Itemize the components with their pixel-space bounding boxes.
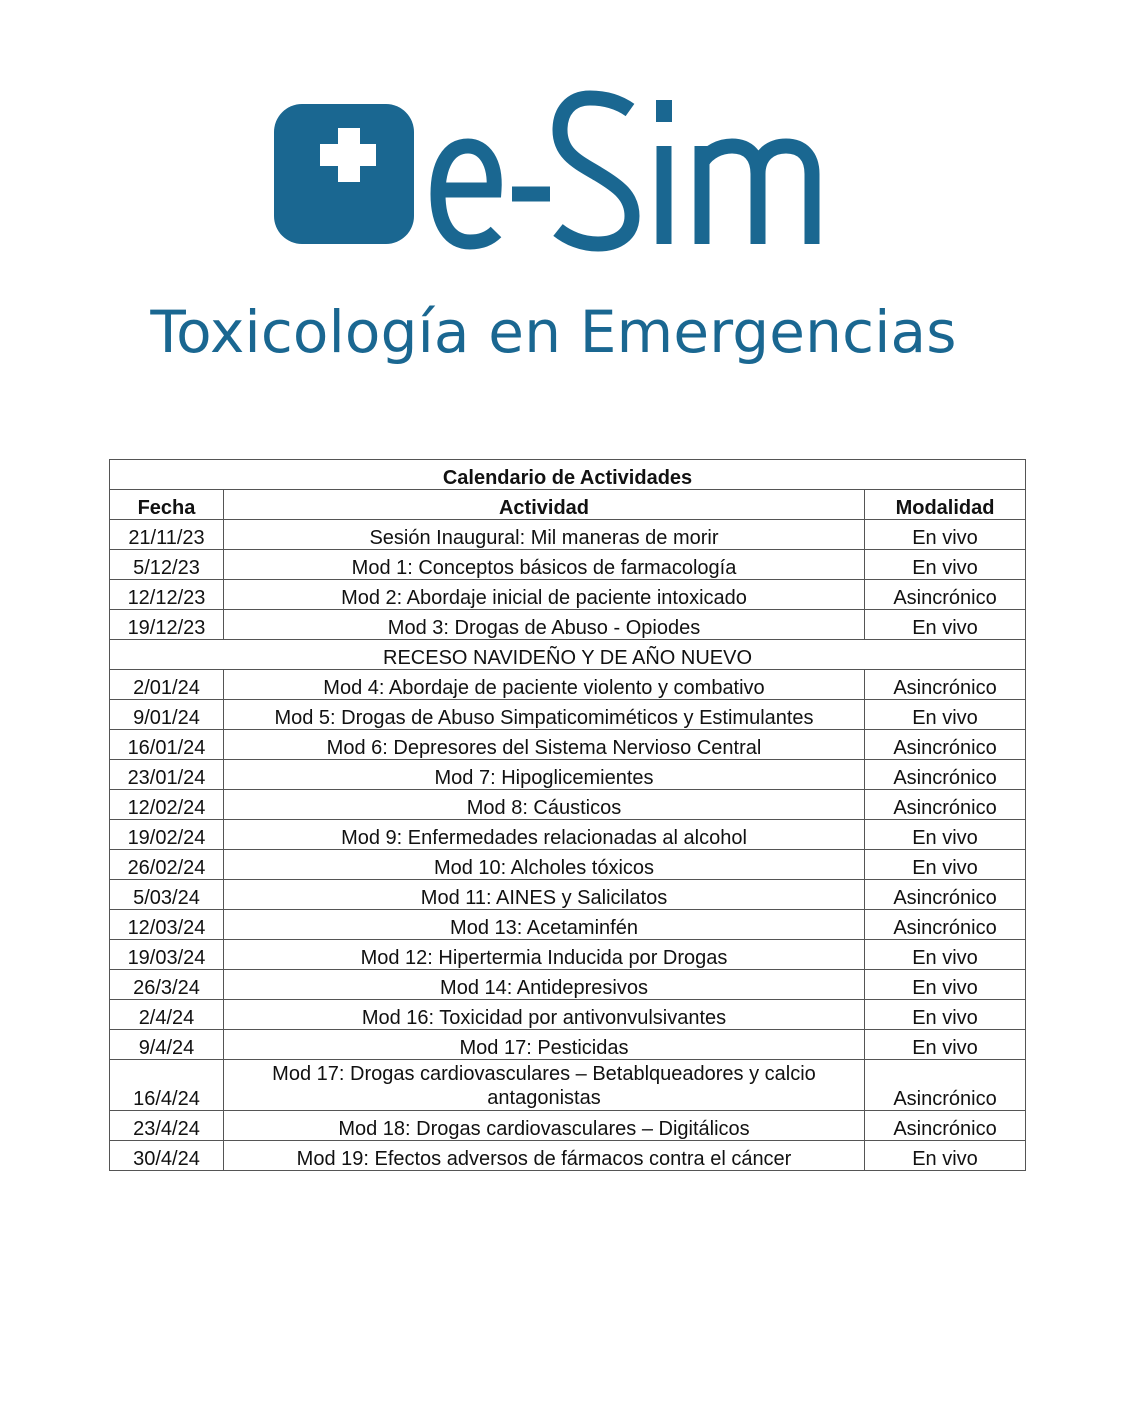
table-row <box>110 1060 1026 1111</box>
cell-actividad: Mod 17: Pesticidas <box>224 1030 865 1060</box>
cell-modalidad: En vivo <box>865 1000 1026 1030</box>
cell-modalidad: En vivo <box>865 520 1026 550</box>
cell-fecha: 16/4/24 <box>110 1060 224 1111</box>
cell-actividad: Mod 14: Antidepresivos <box>224 970 865 1000</box>
table-row <box>110 1000 1026 1030</box>
cell-modalidad: Asincrónico <box>865 730 1026 760</box>
table-row <box>110 670 1026 700</box>
cell-actividad: Mod 12: Hipertermia Inducida por Drogas <box>224 940 865 970</box>
cell-fecha: 26/3/24 <box>110 970 224 1000</box>
cell-actividad: Mod 2: Abordaje inicial de paciente intoxicado <box>224 580 865 610</box>
table-row <box>110 940 1026 970</box>
cell-fecha: 30/4/24 <box>110 1141 224 1171</box>
cell-modalidad: En vivo <box>865 850 1026 880</box>
cell-fecha: 12/02/24 <box>110 790 224 820</box>
cell-modalidad: Asincrónico <box>865 760 1026 790</box>
table-row <box>110 910 1026 940</box>
cell-modalidad: En vivo <box>865 610 1026 640</box>
cell-modalidad: En vivo <box>865 940 1026 970</box>
cell-fecha: 19/03/24 <box>110 940 224 970</box>
cell-modalidad: Asincrónico <box>865 790 1026 820</box>
table-row <box>110 580 1026 610</box>
table-row <box>110 610 1026 640</box>
cell-modalidad: Asincrónico <box>865 1060 1026 1111</box>
cell-fecha: 2/4/24 <box>110 1000 224 1030</box>
cell-modalidad: En vivo <box>865 550 1026 580</box>
activities-calendar-table <box>109 459 1026 1171</box>
table-row <box>110 520 1026 550</box>
table-body-before-recess <box>110 520 1026 640</box>
cell-actividad: Mod 8: Cáusticos <box>224 790 865 820</box>
cell-fecha: 9/4/24 <box>110 1030 224 1060</box>
table-title-row <box>110 460 1026 490</box>
table-row <box>110 790 1026 820</box>
table-header-row <box>110 490 1026 520</box>
cell-actividad: Mod 19: Efectos adversos de fármacos contra el cáncer <box>224 1141 865 1171</box>
column-header-modalidad: Modalidad <box>865 490 1026 520</box>
table-row <box>110 550 1026 580</box>
cell-fecha: 9/01/24 <box>110 700 224 730</box>
cell-modalidad: Asincrónico <box>865 1111 1026 1141</box>
recess-label: RECESO NAVIDEÑO Y DE AÑO NUEVO <box>110 640 1026 670</box>
table-body-after-recess <box>110 670 1026 1171</box>
column-header-actividad: Actividad <box>224 490 865 520</box>
cell-modalidad: En vivo <box>865 700 1026 730</box>
table-row <box>110 1030 1026 1060</box>
table-title: Calendario de Actividades <box>110 460 1026 490</box>
table-row <box>110 850 1026 880</box>
esim-logo <box>272 82 842 252</box>
cell-actividad: Mod 6: Depresores del Sistema Nervioso Central <box>224 730 865 760</box>
table-row <box>110 700 1026 730</box>
recess-row <box>110 640 1026 670</box>
cell-actividad: Mod 17: Drogas cardiovasculares – Betablqueadores y calcio antagonistas <box>224 1060 865 1111</box>
table-row <box>110 1141 1026 1171</box>
cell-fecha: 26/02/24 <box>110 850 224 880</box>
cell-modalidad: Asincrónico <box>865 670 1026 700</box>
table-row <box>110 760 1026 790</box>
cell-actividad: Mod 16: Toxicidad por antivonvulsivantes <box>224 1000 865 1030</box>
column-header-fecha: Fecha <box>110 490 224 520</box>
cell-fecha: 12/03/24 <box>110 910 224 940</box>
cell-actividad: Mod 13: Acetaminfén <box>224 910 865 940</box>
cell-fecha: 19/12/23 <box>110 610 224 640</box>
cell-modalidad: En vivo <box>865 970 1026 1000</box>
cell-modalidad: En vivo <box>865 820 1026 850</box>
course-title: Toxicología en Emergencias <box>150 298 957 366</box>
cell-actividad: Mod 5: Drogas de Abuso Simpaticomiméticos y Estimulantes <box>224 700 865 730</box>
table-row <box>110 1111 1026 1141</box>
table-row <box>110 880 1026 910</box>
table-row <box>110 730 1026 760</box>
cell-fecha: 21/11/23 <box>110 520 224 550</box>
cell-modalidad: Asincrónico <box>865 880 1026 910</box>
cell-fecha: 12/12/23 <box>110 580 224 610</box>
cell-fecha: 2/01/24 <box>110 670 224 700</box>
cell-actividad: Mod 10: Alcholes tóxicos <box>224 850 865 880</box>
cell-modalidad: En vivo <box>865 1141 1026 1171</box>
cell-fecha: 23/01/24 <box>110 760 224 790</box>
cell-actividad: Mod 1: Conceptos básicos de farmacología <box>224 550 865 580</box>
cell-modalidad: Asincrónico <box>865 910 1026 940</box>
cell-modalidad: En vivo <box>865 1030 1026 1060</box>
cell-actividad: Mod 4: Abordaje de paciente violento y combativo <box>224 670 865 700</box>
table-row <box>110 820 1026 850</box>
cell-fecha: 5/12/23 <box>110 550 224 580</box>
table-row <box>110 970 1026 1000</box>
cell-actividad: Mod 3: Drogas de Abuso - Opiodes <box>224 610 865 640</box>
cell-actividad: Sesión Inaugural: Mil maneras de morir <box>224 520 865 550</box>
cell-modalidad: Asincrónico <box>865 580 1026 610</box>
cell-fecha: 5/03/24 <box>110 880 224 910</box>
cell-actividad: Mod 11: AINES y Salicilatos <box>224 880 865 910</box>
cell-actividad: Mod 18: Drogas cardiovasculares – Digitálicos <box>224 1111 865 1141</box>
cell-actividad: Mod 7: Hipoglicemientes <box>224 760 865 790</box>
cell-fecha: 19/02/24 <box>110 820 224 850</box>
cell-actividad: Mod 9: Enfermedades relacionadas al alcohol <box>224 820 865 850</box>
cell-fecha: 16/01/24 <box>110 730 224 760</box>
cell-fecha: 23/4/24 <box>110 1111 224 1141</box>
esim-logo-graphic <box>272 82 842 252</box>
